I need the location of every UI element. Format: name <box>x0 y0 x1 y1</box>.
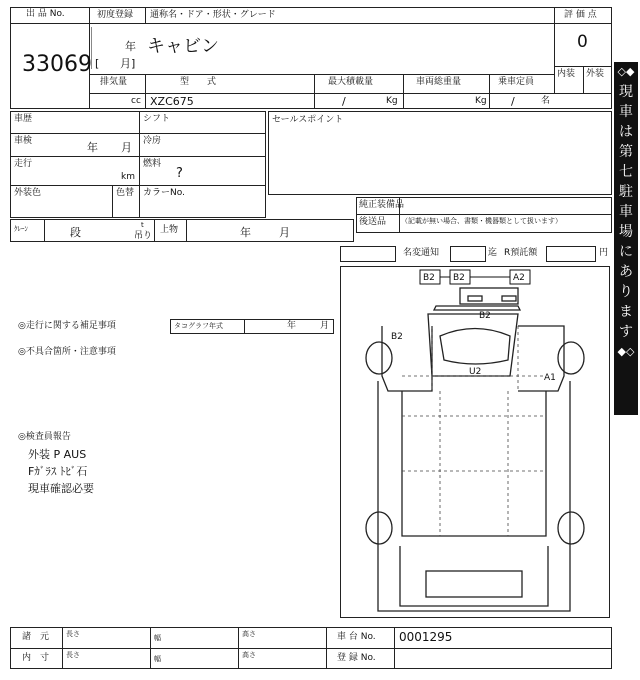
max-load-slash: / <box>342 95 346 108</box>
inspector-line-1: 外装 P AUS <box>28 448 87 461</box>
side-banner-top: ◇◆ <box>617 65 635 78</box>
damage-mark: B2 <box>423 273 435 283</box>
exterior-label: 外装 <box>586 69 605 79</box>
recycle-label: R預託額 <box>504 248 538 258</box>
shipping-label: 後送品 <box>359 217 387 227</box>
tacho-year-unit: 年 <box>287 321 297 331</box>
inspection-label: 車検 <box>14 136 33 146</box>
inspection-year-unit: 年 <box>87 141 98 154</box>
side-banner-char: 第 <box>619 144 633 160</box>
inner-label: 内 寸 <box>22 653 50 663</box>
side-banner-char: は <box>619 124 633 140</box>
driving-note-label: ◎走行に関する補足事項 <box>18 321 116 331</box>
side-banner-char: 車 <box>619 204 633 220</box>
car-name: キャビン <box>147 36 219 57</box>
score-value: 0 <box>577 32 588 52</box>
side-banner-char: 駐 <box>619 184 633 200</box>
side-banner-char: 車 <box>619 104 633 120</box>
side-banner-char: 現 <box>619 84 633 100</box>
tax-cancel-label: 迄 <box>488 248 498 258</box>
length-label: 長さ <box>66 630 80 638</box>
side-banner-char: あ <box>619 264 633 280</box>
name-label: 通称名・ドア・形状・グレード <box>150 10 276 20</box>
model-code: XZC675 <box>150 95 194 108</box>
height-label: 高さ <box>242 630 256 638</box>
lift-label: 上物 <box>160 225 179 235</box>
specs-label: 諸 元 <box>22 632 50 642</box>
tacho-month-unit: 月 <box>320 321 330 331</box>
side-banner-char: り <box>619 284 633 300</box>
name-change-label: 名変通知 <box>403 248 440 258</box>
damage-mark: A2 <box>513 273 525 283</box>
shipping-note: （記載が無い場合、書類・機器類として扱います） <box>401 217 562 225</box>
lot-no: 33069 <box>22 52 92 77</box>
hoist-unit: 吊り <box>134 231 153 241</box>
t-unit: t <box>141 221 144 229</box>
score-label: 評 価 点 <box>564 10 597 20</box>
defects-label: ◎不具合箇所・注意事項 <box>18 347 116 357</box>
damage-mark: A1 <box>544 373 556 383</box>
yen-unit: 円 <box>599 248 609 258</box>
damage-mark: B2 <box>479 311 491 321</box>
width-label: 幅 <box>154 634 161 642</box>
spec-left-block <box>10 111 266 218</box>
gross-weight-label: 車両総重量 <box>416 77 462 87</box>
damage-mark: B2 <box>391 332 403 342</box>
name-change-date-box <box>450 246 486 262</box>
color-no-label: カラーNo. <box>143 188 185 198</box>
km-unit: km <box>121 172 135 182</box>
stage-unit: 段 <box>70 226 81 239</box>
color-change-label: 色替 <box>116 188 135 198</box>
name-change-box <box>340 246 396 262</box>
ac-label: 冷房 <box>143 136 162 146</box>
max-load-unit: Kg <box>386 96 398 106</box>
gross-weight-unit: Kg <box>475 96 487 106</box>
width-label-2: 幅 <box>154 655 161 663</box>
history-label: 車歴 <box>14 114 33 124</box>
side-banner <box>614 62 638 415</box>
damage-mark: U2 <box>469 367 482 377</box>
inspector-line-3: 現車確認必要 <box>28 482 94 495</box>
height-label-2: 高さ <box>242 651 256 659</box>
lift-year-unit: 年 <box>240 226 251 239</box>
inspector-label: ◎検査員報告 <box>18 432 71 442</box>
interior-label: 内装 <box>557 69 576 79</box>
damage-mark: B2 <box>453 273 465 283</box>
length-label-2: 長さ <box>66 651 80 659</box>
side-banner-char: 七 <box>619 164 633 180</box>
first-reg-bracket: [ <box>95 57 100 70</box>
crane-label: ｸﾚｰﾝ <box>14 225 28 233</box>
displacement-label: 排気量 <box>100 77 128 87</box>
first-reg-label: 初度登録 <box>97 10 134 20</box>
capacity-label: 乗車定員 <box>498 77 535 87</box>
sales-point-label: セールスポイント <box>272 115 344 125</box>
side-banner-bottom: ◆◇ <box>617 345 635 358</box>
lot-no-label: 出 品 No. <box>26 9 65 19</box>
fuel-label: 燃料 <box>143 159 162 169</box>
side-banner-char: 場 <box>619 224 633 240</box>
fuel-value: ? <box>176 166 183 181</box>
first-reg-year-unit: 年 <box>125 40 136 53</box>
tachograph-label: タコグラフ年式 <box>174 322 223 330</box>
shift-label: シフト <box>143 114 171 124</box>
side-banner-char: ま <box>619 304 633 320</box>
max-load-label: 最大積載量 <box>328 77 374 87</box>
recycle-box <box>546 246 596 262</box>
cc-unit: cc <box>131 96 141 106</box>
crane-row <box>10 219 354 242</box>
inspector-line-2: Fｶﾞﾗｽ ﾄﾋﾞ石 <box>28 465 88 478</box>
lift-month-unit: 月 <box>279 226 290 239</box>
reg-label: 登 録 No. <box>337 653 376 663</box>
mileage-label: 走行 <box>14 159 33 169</box>
ext-color-label: 外装色 <box>14 188 42 198</box>
capacity-slash: / <box>511 95 515 108</box>
capacity-unit: 名 <box>541 96 551 106</box>
chassis-label: 車 台 No. <box>337 632 376 642</box>
first-reg-month-unit: 月] <box>120 57 136 70</box>
side-banner-char: に <box>619 244 633 260</box>
side-banner-char: す <box>619 324 633 340</box>
chassis-no: 0001295 <box>399 630 453 644</box>
inspection-month-unit: 月 <box>121 141 132 154</box>
model-label: 型 式 <box>180 77 217 87</box>
truck-diagram <box>340 266 610 618</box>
genuine-equip-label: 純正装備品 <box>359 200 405 210</box>
